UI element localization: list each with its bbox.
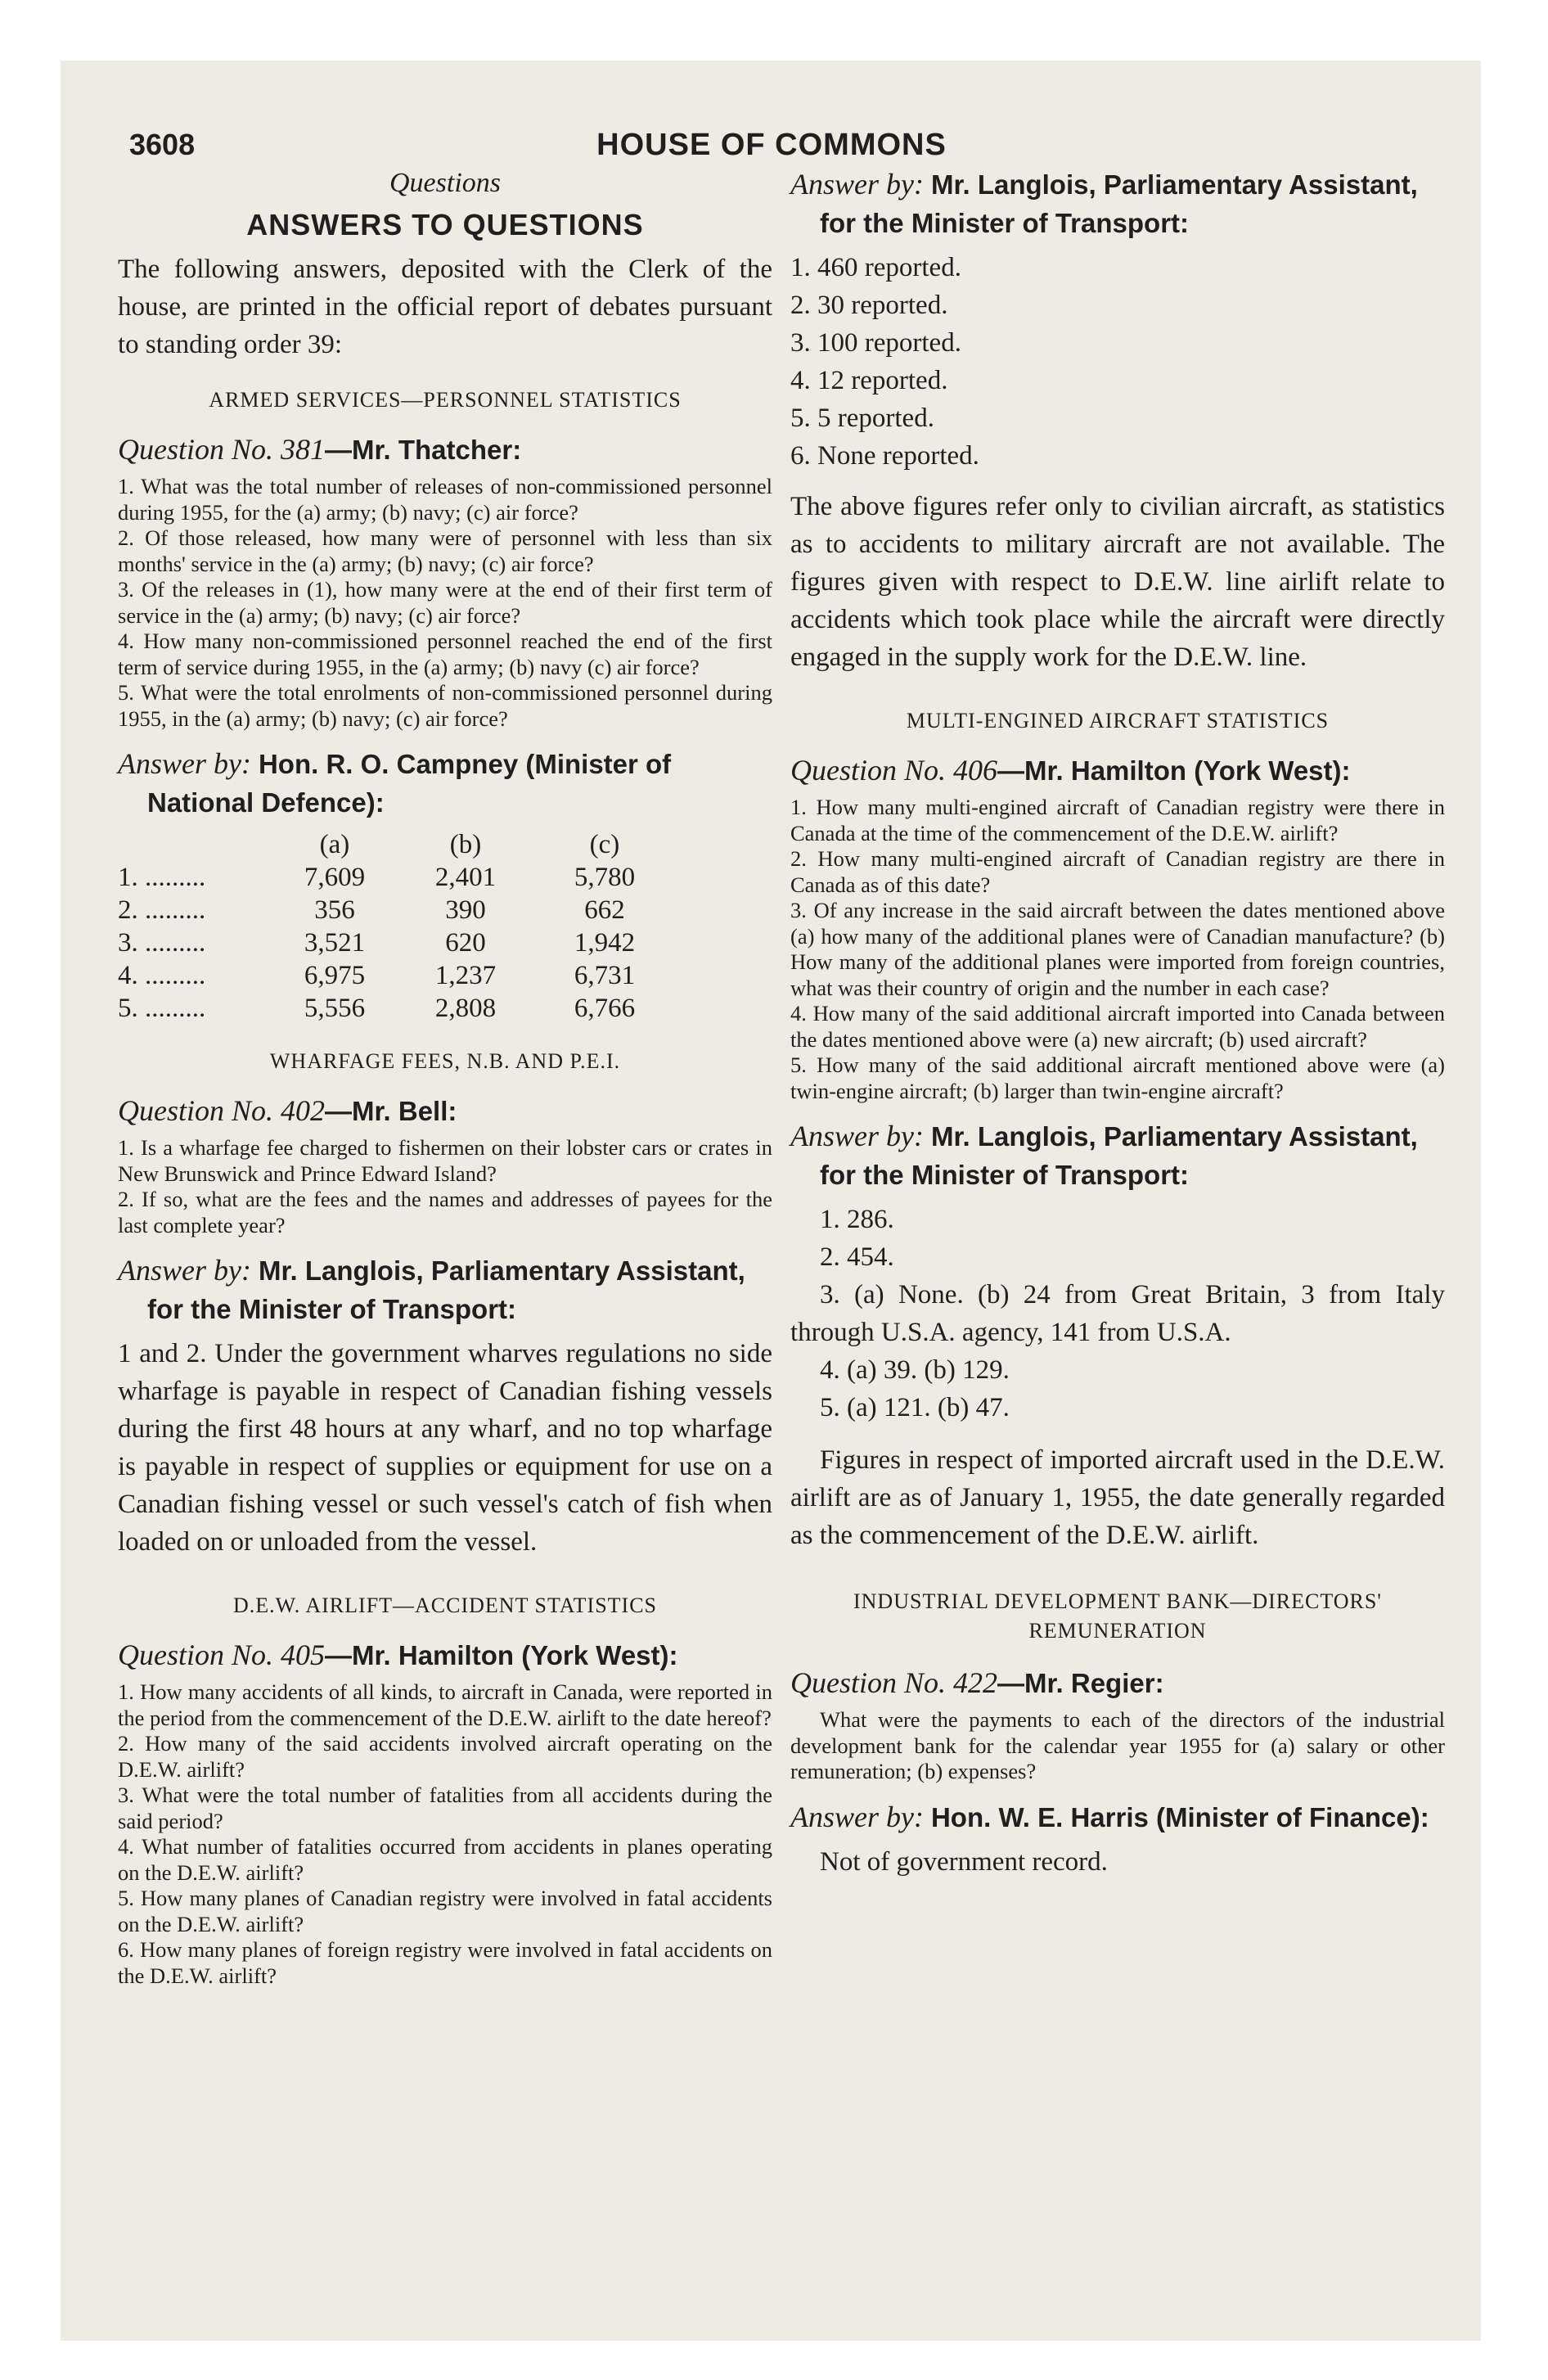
section-heading: ANSWERS TO QUESTIONS <box>246 208 644 241</box>
answer-line: Answer by: Mr. Langlois, Parliamentary Assistant, for the Minister of Transport: <box>790 1120 1418 1190</box>
answer-item: 2. 454. <box>820 1242 894 1272</box>
table-row: 3. ......... 3,521 620 1,942 <box>118 928 636 958</box>
answer-item: 2. 30 reported. <box>790 291 948 320</box>
answer-item: 6. None reported. <box>790 441 979 471</box>
answer-line: Answer by: Hon. R. O. Campney (Minister of National Defence): <box>118 747 672 818</box>
question-item: 3. Of the releases in (1), how many were at the end of their first term of service in the (a) army; (b) navy; (c) air force? <box>118 577 772 628</box>
answer-item: 4. (a) 39. (b) 129. <box>820 1355 1010 1385</box>
answer-paragraph: The above figures refer only to civilian aircraft, as statistics as to accidents to military aircraft are not available. The figures given with respect to D.E.W. line airlift relate to accidents which took place while the aircraft were directly engaged in the supply work for the D.E.W. line. <box>790 492 1445 672</box>
question-item: 2. How many of the said accidents involved aircraft operating on the D.E.W. airlift? <box>118 1731 772 1782</box>
section-title: MULTI-ENGINED AIRCRAFT STATISTICS <box>906 709 1330 732</box>
answer-paragraph: Not of government record. <box>820 1846 1108 1877</box>
question-item: What were the payments to each of the directors of the industrial development bank for the calendar year 1955 for (a) salary or other remuneration; (b) expenses? <box>790 1707 1445 1783</box>
answer-item: 3. 100 reported. <box>790 328 961 358</box>
question-item: 3. What were the total number of fatalities from all accidents during the said period? <box>118 1783 772 1833</box>
question-item: 1. How many accidents of all kinds, to aircraft in Canada, were reported in the period from the commencement of the D.E.W. airlift to the date hereof? <box>118 1679 772 1730</box>
question-item: 2. Of those released, how many were of personnel with less than six months' service in the (a) army; (b) navy; (c) air force? <box>118 525 772 576</box>
table-row: 2. ......... 356 390 662 <box>118 895 625 925</box>
answer-line: Answer by: Mr. Langlois, Parliamentary Assistant, for the Minister of Transport: <box>790 168 1418 238</box>
question-line: Question No. 402—Mr. Bell: <box>118 1094 457 1127</box>
question-item: 5. How many planes of Canadian registry were involved in fatal accidents on the D.E.W. airlift? <box>118 1886 772 1936</box>
question-item: 1. Is a wharfage fee charged to fishermen on their lobster cars or crates in New Brunswick and Prince Edward Island? <box>118 1135 772 1186</box>
section-title: INDUSTRIAL DEVELOPMENT BANK—DIRECTORS' REMUNERATION <box>853 1589 1382 1643</box>
answer-line: Answer by: Hon. W. E. Harris (Minister of Finance): <box>790 1800 1429 1833</box>
answer-item: 5. 5 reported. <box>790 403 934 433</box>
question-item: 5. What were the total enrolments of non-commissioned personnel during 1955, in the (a) army; (b) navy; (c) air force? <box>118 680 772 731</box>
answer-line: Answer by: Mr. Langlois, Parliamentary Assistant, for the Minister of Transport: <box>118 1254 745 1324</box>
question-item: 4. How many of the said additional aircraft imported into Canada between the dates mentioned above were (a) new aircraft; (b) used aircraft? <box>790 1001 1445 1052</box>
left-column <box>118 165 772 1989</box>
page-number: 3608 <box>129 128 196 161</box>
question-item: 4. What number of fatalities occurred from accidents in planes operating on the D.E.W. airlift? <box>118 1834 772 1885</box>
question-item: 5. How many of the said additional aircraft mentioned above were (a) twin-engine aircraft; (b) larger than twin-engine aircraft? <box>790 1053 1445 1103</box>
table-header: (b) <box>449 830 482 859</box>
question-item: 2. How many multi-engined aircraft of Canadian registry are there in Canada as of this date? <box>790 846 1445 897</box>
table-header: (a) <box>319 830 350 859</box>
answer-item: 1. 460 reported. <box>790 253 961 282</box>
question-line: Question No. 405—Mr. Hamilton (York West): <box>118 1639 678 1671</box>
statistics-table <box>118 828 674 1025</box>
table-header: (c) <box>589 830 620 859</box>
answer-paragraph: 1 and 2. Under the government wharves regulations no side wharfage is payable in respect of Canadian fishing vessels during the first 48 hours at any wharf, and no top wharfage is payable in respect of supplies or equipment for use on a Canadian fishing vessel or such vessel's catch of fish when loaded on or unloaded from the vessel. <box>118 1339 772 1557</box>
section-title: D.E.W. AIRLIFT—ACCIDENT STATISTICS <box>233 1593 657 1617</box>
answer-item: 5. (a) 121. (b) 47. <box>820 1393 1010 1422</box>
question-item: 1. How many multi-engined aircraft of Canadian registry were there in Canada at the time of the commencement of the D.E.W. airlift? <box>790 795 1445 845</box>
running-head: Questions <box>389 168 501 198</box>
page-sheet <box>61 61 1481 2341</box>
question-item: 6. How many planes of foreign registry were involved in fatal accidents on the D.E.W. airlift? <box>118 1937 772 1988</box>
question-line: Question No. 422—Mr. Regier: <box>790 1666 1164 1699</box>
page-title: HOUSE OF COMMONS <box>596 128 947 162</box>
question-line: Question No. 406—Mr. Hamilton (York West): <box>790 754 1351 787</box>
answer-item: 4. 12 reported. <box>790 366 948 395</box>
right-column <box>790 165 1445 1881</box>
answer-paragraph: Figures in respect of imported aircraft used in the D.E.W. airlift are as of January 1, 1955, the date generally regarded as the commencement of the D.E.W. airlift. <box>790 1445 1445 1550</box>
question-line: Question No. 381—Mr. Thatcher: <box>118 433 522 466</box>
question-item: 2. If so, what are the fees and the names and addresses of payees for the last complete year? <box>118 1187 772 1237</box>
table-header-row <box>118 828 674 861</box>
question-item: 4. How many non-commissioned personnel reached the end of the first term of service during 1955, in the (a) army; (b) navy (c) air force? <box>118 629 772 679</box>
section-title: WHARFAGE FEES, N.B. AND P.E.I. <box>269 1049 621 1073</box>
answer-item: 1. 286. <box>820 1205 894 1234</box>
answer-item: 3. (a) None. (b) 24 from Great Britain, 3 from Italy through U.S.A. agency, 141 from U.S.A. <box>790 1280 1445 1347</box>
question-item: 3. Of any increase in the said aircraft between the dates mentioned above (a) how many of the additional planes were of Canadian manufacture? (b) How many of the additional planes were imported from foreign countries, what was their country of origin and the number in each case? <box>790 898 1445 1000</box>
intro-paragraph: The following answers, deposited with the Clerk of the house, are printed in the official report of debates pursuant to standing order 39: <box>118 255 772 359</box>
table-row: 4. ......... 6,975 1,237 6,731 <box>118 961 636 990</box>
table-row: 1. ......... 7,609 2,401 5,780 <box>118 863 636 892</box>
section-title: ARMED SERVICES—PERSONNEL STATISTICS <box>209 388 682 412</box>
question-item: 1. What was the total number of releases of non-commissioned personnel during 1955, for the (a) army; (b) navy; (c) air force? <box>118 474 772 525</box>
table-row: 5. ......... 5,556 2,808 6,766 <box>118 994 636 1023</box>
